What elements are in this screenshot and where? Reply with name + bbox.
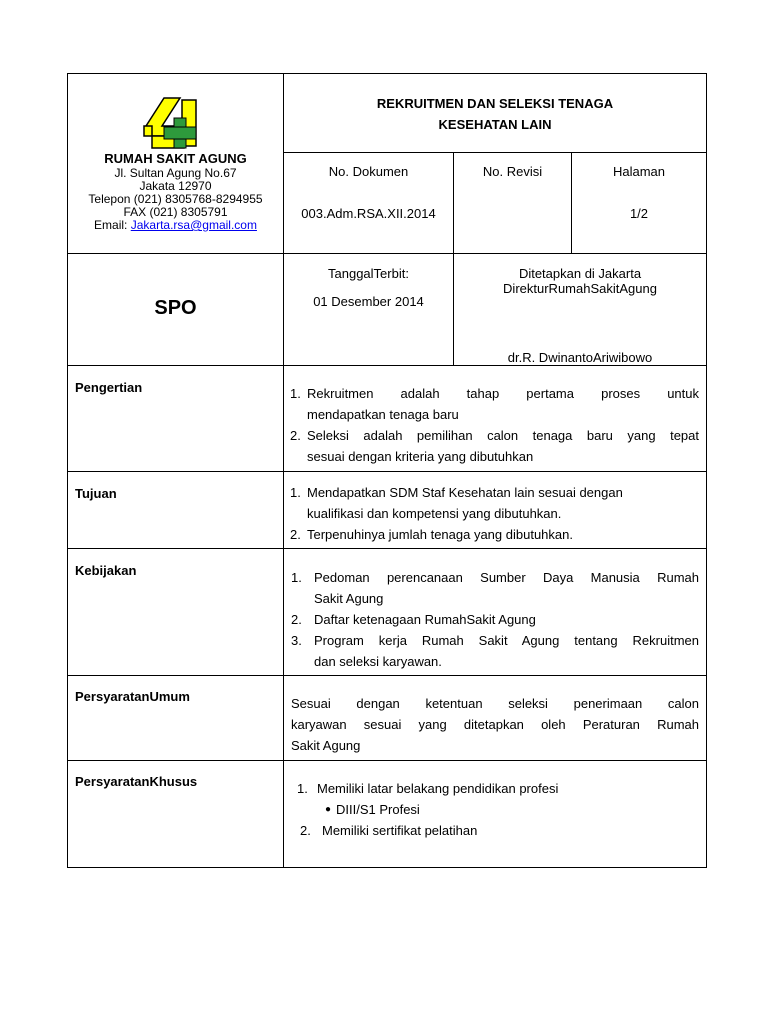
pengertian-item-2-line-1: Seleksi adalah pemilihan calon tenaga baru yang tepat <box>307 428 699 443</box>
table-border-top <box>67 73 707 74</box>
tujuan-item-1-line-2: kualifikasi dan kompetensi yang dibutuhkan. <box>307 506 562 521</box>
kebijakan-item-1 <box>291 567 699 609</box>
tanggal-terbit-value: 01 Desember 2014 <box>313 294 424 309</box>
no-dokumen-value: 003.Adm.RSA.XII.2014 <box>301 206 436 221</box>
umum-line-1: Sesuai dengan ketentuan seleksi penerimaan calon <box>291 696 699 711</box>
row-divider <box>283 152 707 153</box>
khusus-sub-item <box>325 799 699 820</box>
item-number: 1. <box>290 386 301 401</box>
item-number: 2. <box>300 823 311 838</box>
row-divider <box>67 760 707 761</box>
tujuan-item-1 <box>290 482 699 524</box>
hospital-email-line <box>68 219 283 232</box>
hospital-address: Jl. Sultan Agung No.67 <box>114 166 237 180</box>
row-divider <box>67 548 707 549</box>
hospital-city: Jakata 12970 <box>139 179 212 193</box>
kebijakan-item-2 <box>291 609 699 630</box>
kebijakan-item-3 <box>291 630 699 672</box>
item-number: 3. <box>291 633 302 648</box>
persyaratan-umum-label: PersyaratanUmum <box>75 689 190 704</box>
bullet-icon: ● <box>325 804 332 815</box>
khusus-sub-item-text: DIII/S1 Profesi <box>336 802 420 817</box>
ditetapkan-line-1: Ditetapkan di Jakarta <box>518 266 642 281</box>
hospital-info <box>68 151 283 232</box>
kebijakan-item-1-line-1: Pedoman perencanaan Sumber Daya Manusia Rumah <box>314 570 699 585</box>
tanggal-terbit-label: TanggalTerbit: <box>328 266 409 281</box>
email-label: Email: <box>94 218 128 232</box>
persyaratan-umum-text <box>291 693 699 756</box>
spo-label: SPO <box>154 297 197 319</box>
kebijakan-item-3-line-1: Program kerja Rumah Sakit Agung tentang Rekruitmen <box>314 633 699 648</box>
pengertian-item-1-line-2: mendapatkan tenaga baru <box>307 407 459 422</box>
row-divider <box>67 675 707 676</box>
item-number: 2. <box>290 527 301 542</box>
column-divider-2 <box>453 152 454 365</box>
row-divider <box>67 471 707 472</box>
tujuan-item-1-line-1: Mendapatkan SDM Staf Kesehatan lain sesuai dengan <box>307 485 623 500</box>
khusus-item-1 <box>297 778 699 799</box>
document-title <box>284 93 706 135</box>
item-number: 1. <box>297 781 308 796</box>
title-line-2: KESEHATAN LAIN <box>438 117 552 132</box>
item-number: 1. <box>290 485 301 500</box>
kebijakan-item-2-line-1: Daftar ketenagaan RumahSakit Agung <box>314 612 536 627</box>
hospital-name: RUMAH SAKIT AGUNG <box>104 151 247 166</box>
no-dokumen-label: No. Dokumen <box>328 164 409 179</box>
tujuan-label: Tujuan <box>75 486 117 501</box>
hospital-phone: Telepon (021) 8305768-8294955 <box>88 192 263 206</box>
halaman-value: 1/2 <box>629 206 649 221</box>
umum-line-3: Sakit Agung <box>291 738 361 753</box>
tujuan-item-2-line-1: Terpenuhinya jumlah tenaga yang dibutuhkan. <box>307 527 573 542</box>
kebijakan-item-3-line-2: dan seleksi karyawan. <box>314 654 442 669</box>
hospital-fax: FAX (021) 8305791 <box>123 205 228 219</box>
pengertian-item-2 <box>290 425 699 467</box>
item-number: 2. <box>290 428 301 443</box>
item-number: 2. <box>291 612 302 627</box>
khusus-item-2-text: Memiliki sertifikat pelatihan <box>322 823 478 838</box>
tujuan-item-2 <box>290 524 699 545</box>
hospital-logo <box>140 96 214 154</box>
signer-name: dr.R. DwinantoAriwibowo <box>507 350 653 365</box>
halaman-label: Halaman <box>612 164 666 179</box>
pengertian-label: Pengertian <box>75 380 143 395</box>
kebijakan-label: Kebijakan <box>75 563 137 578</box>
kebijakan-item-1-line-2: Sakit Agung <box>314 591 384 606</box>
pengertian-item-1 <box>290 383 699 425</box>
khusus-item-2 <box>300 820 699 841</box>
pengertian-item-1-line-1: Rekruitmen adalah tahap pertama proses untuk <box>307 386 699 401</box>
khusus-item-1-text: Memiliki latar belakang pendidikan profesi <box>317 781 559 796</box>
table-border-bottom <box>67 867 707 868</box>
title-line-1: REKRUITMEN DAN SELEKSI TENAGA <box>376 96 614 111</box>
pengertian-item-2-line-2: sesuai dengan kriteria yang dibutuhkan <box>307 449 534 464</box>
ditetapkan-line-2: DirekturRumahSakitAgung <box>503 281 657 296</box>
item-number: 1. <box>291 570 302 585</box>
persyaratan-khusus-label: PersyaratanKhusus <box>75 774 198 789</box>
row-divider <box>67 253 707 254</box>
email-link[interactable]: Jakarta.rsa@gmail.com <box>130 218 257 232</box>
no-revisi-label: No. Revisi <box>482 164 543 179</box>
umum-line-2: karyawan sesuai yang ditetapkan oleh Peraturan Rumah <box>291 717 699 732</box>
